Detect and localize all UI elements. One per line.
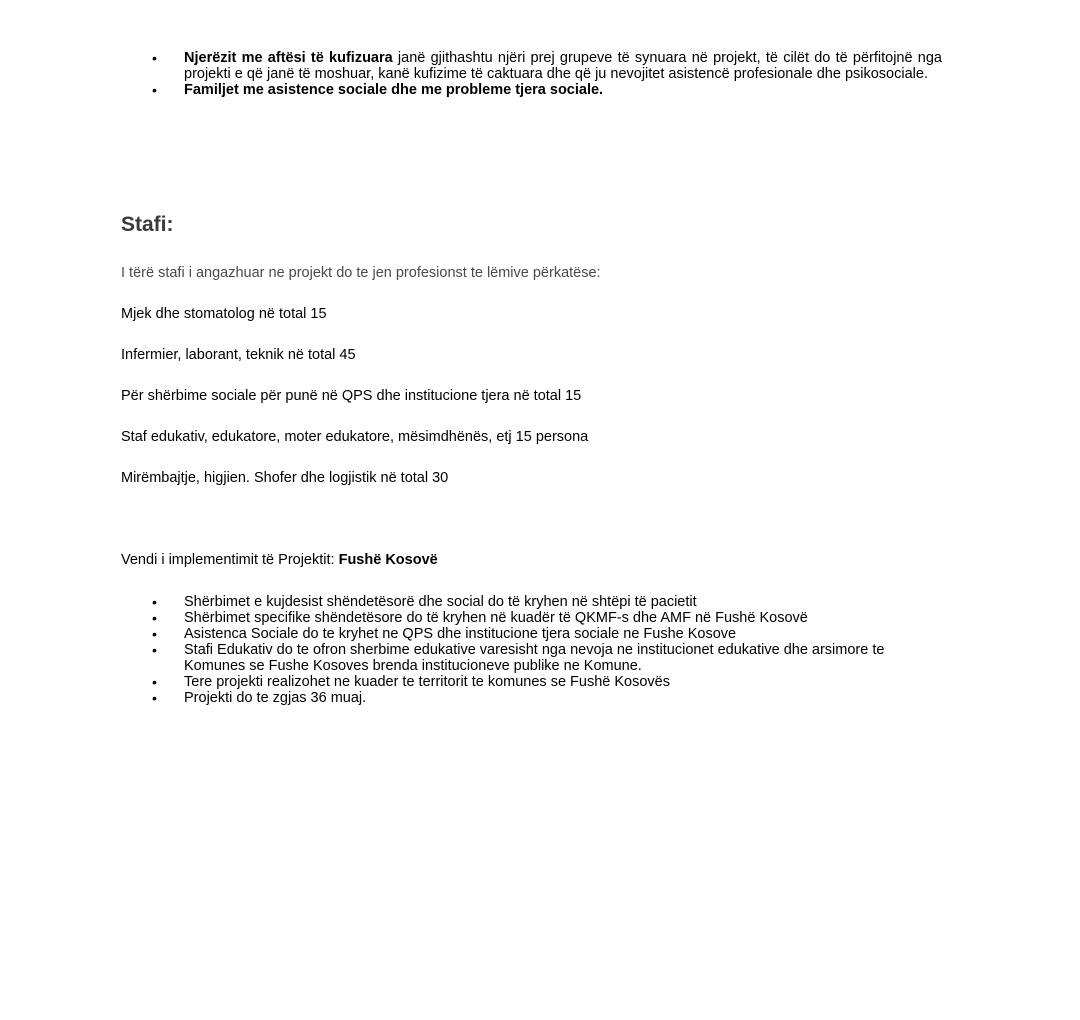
list-item-text: Projekti do te zgjas 36 muaj.: [184, 690, 367, 706]
bullet-icon: •: [152, 642, 157, 658]
bullet-icon: •: [152, 50, 157, 66]
staff-line: Për shërbime sociale për punë në QPS dhe institucione tjera në total 15: [121, 388, 582, 404]
list-item: [152, 626, 942, 642]
list-item: [152, 50, 942, 82]
staff-line: Mjek dhe stomatolog në total 15: [121, 306, 327, 322]
list-item-bold: Njerëzit me aftësi të kufizuara: [184, 50, 393, 66]
bullet-icon: •: [152, 690, 157, 706]
list-item-text: Tere projekti realizohet ne kuader te territorit te komunes se Fushë Kosovës: [184, 674, 670, 690]
location-label: Vendi i implementimit të Projektit:: [121, 552, 339, 568]
list-item: [152, 82, 942, 98]
location-line: [121, 551, 438, 569]
list-item-text: Shërbimet specifike shëndetësore do të kryhen në kuadër të QKMF-s dhe AMF në Fushë Kosovë: [184, 610, 808, 626]
list-item: [152, 642, 942, 674]
staff-line: Staf edukativ, edukatore, moter edukatore, mësimdhënës, etj 15 persona: [121, 429, 589, 445]
list-item-text: Shërbimet e kujdesist shëndetësorë dhe social do të kryhen në shtëpi të pacietit: [184, 594, 697, 610]
staff-line: Mirëmbajtje, higjien. Shofer dhe logjistik në total 30: [121, 470, 449, 486]
list-item: [152, 610, 942, 626]
bullet-icon: •: [152, 626, 157, 642]
implementation-list: [152, 594, 942, 706]
staff-intro: I tërë stafi i angazhuar ne projekt do te jen profesionst te lëmive përkatëse:: [121, 265, 601, 281]
location-value: Fushë Kosovë: [338, 552, 438, 568]
bullet-icon: •: [152, 82, 157, 98]
list-item: [152, 594, 942, 610]
list-item-text: Stafi Edukativ do te ofron sherbime edukative varesisht nga nevoja ne institucionet edukative dhe arsimore te Komunes se Fushe Kosoves brenda institucioneve publike ne Komune.: [184, 642, 885, 674]
staff-heading: Stafi:: [121, 213, 174, 236]
bullet-icon: •: [152, 610, 157, 626]
target-groups-list: [152, 50, 942, 98]
bullet-icon: •: [152, 594, 157, 610]
bullet-icon: •: [152, 674, 157, 690]
list-item-text: Asistenca Sociale do te kryhet ne QPS dhe institucione tjera sociale ne Fushe Kosove: [184, 626, 737, 642]
list-item: [152, 674, 942, 690]
list-item: [152, 690, 942, 706]
staff-line: Infermier, laborant, teknik në total 45: [121, 347, 356, 363]
list-item-text: janë gjithashtu njëri prej grupeve të synuara në projekt, të cilët do të përfitojnë nga projekti e që janë të moshuar, kanë kufizime të caktuara dhe që ju nevojitet asistencë profesionale dhe psikosociale.: [184, 50, 942, 82]
list-item-bold: Familjet me asistence sociale dhe me probleme tjera sociale.: [184, 82, 604, 98]
